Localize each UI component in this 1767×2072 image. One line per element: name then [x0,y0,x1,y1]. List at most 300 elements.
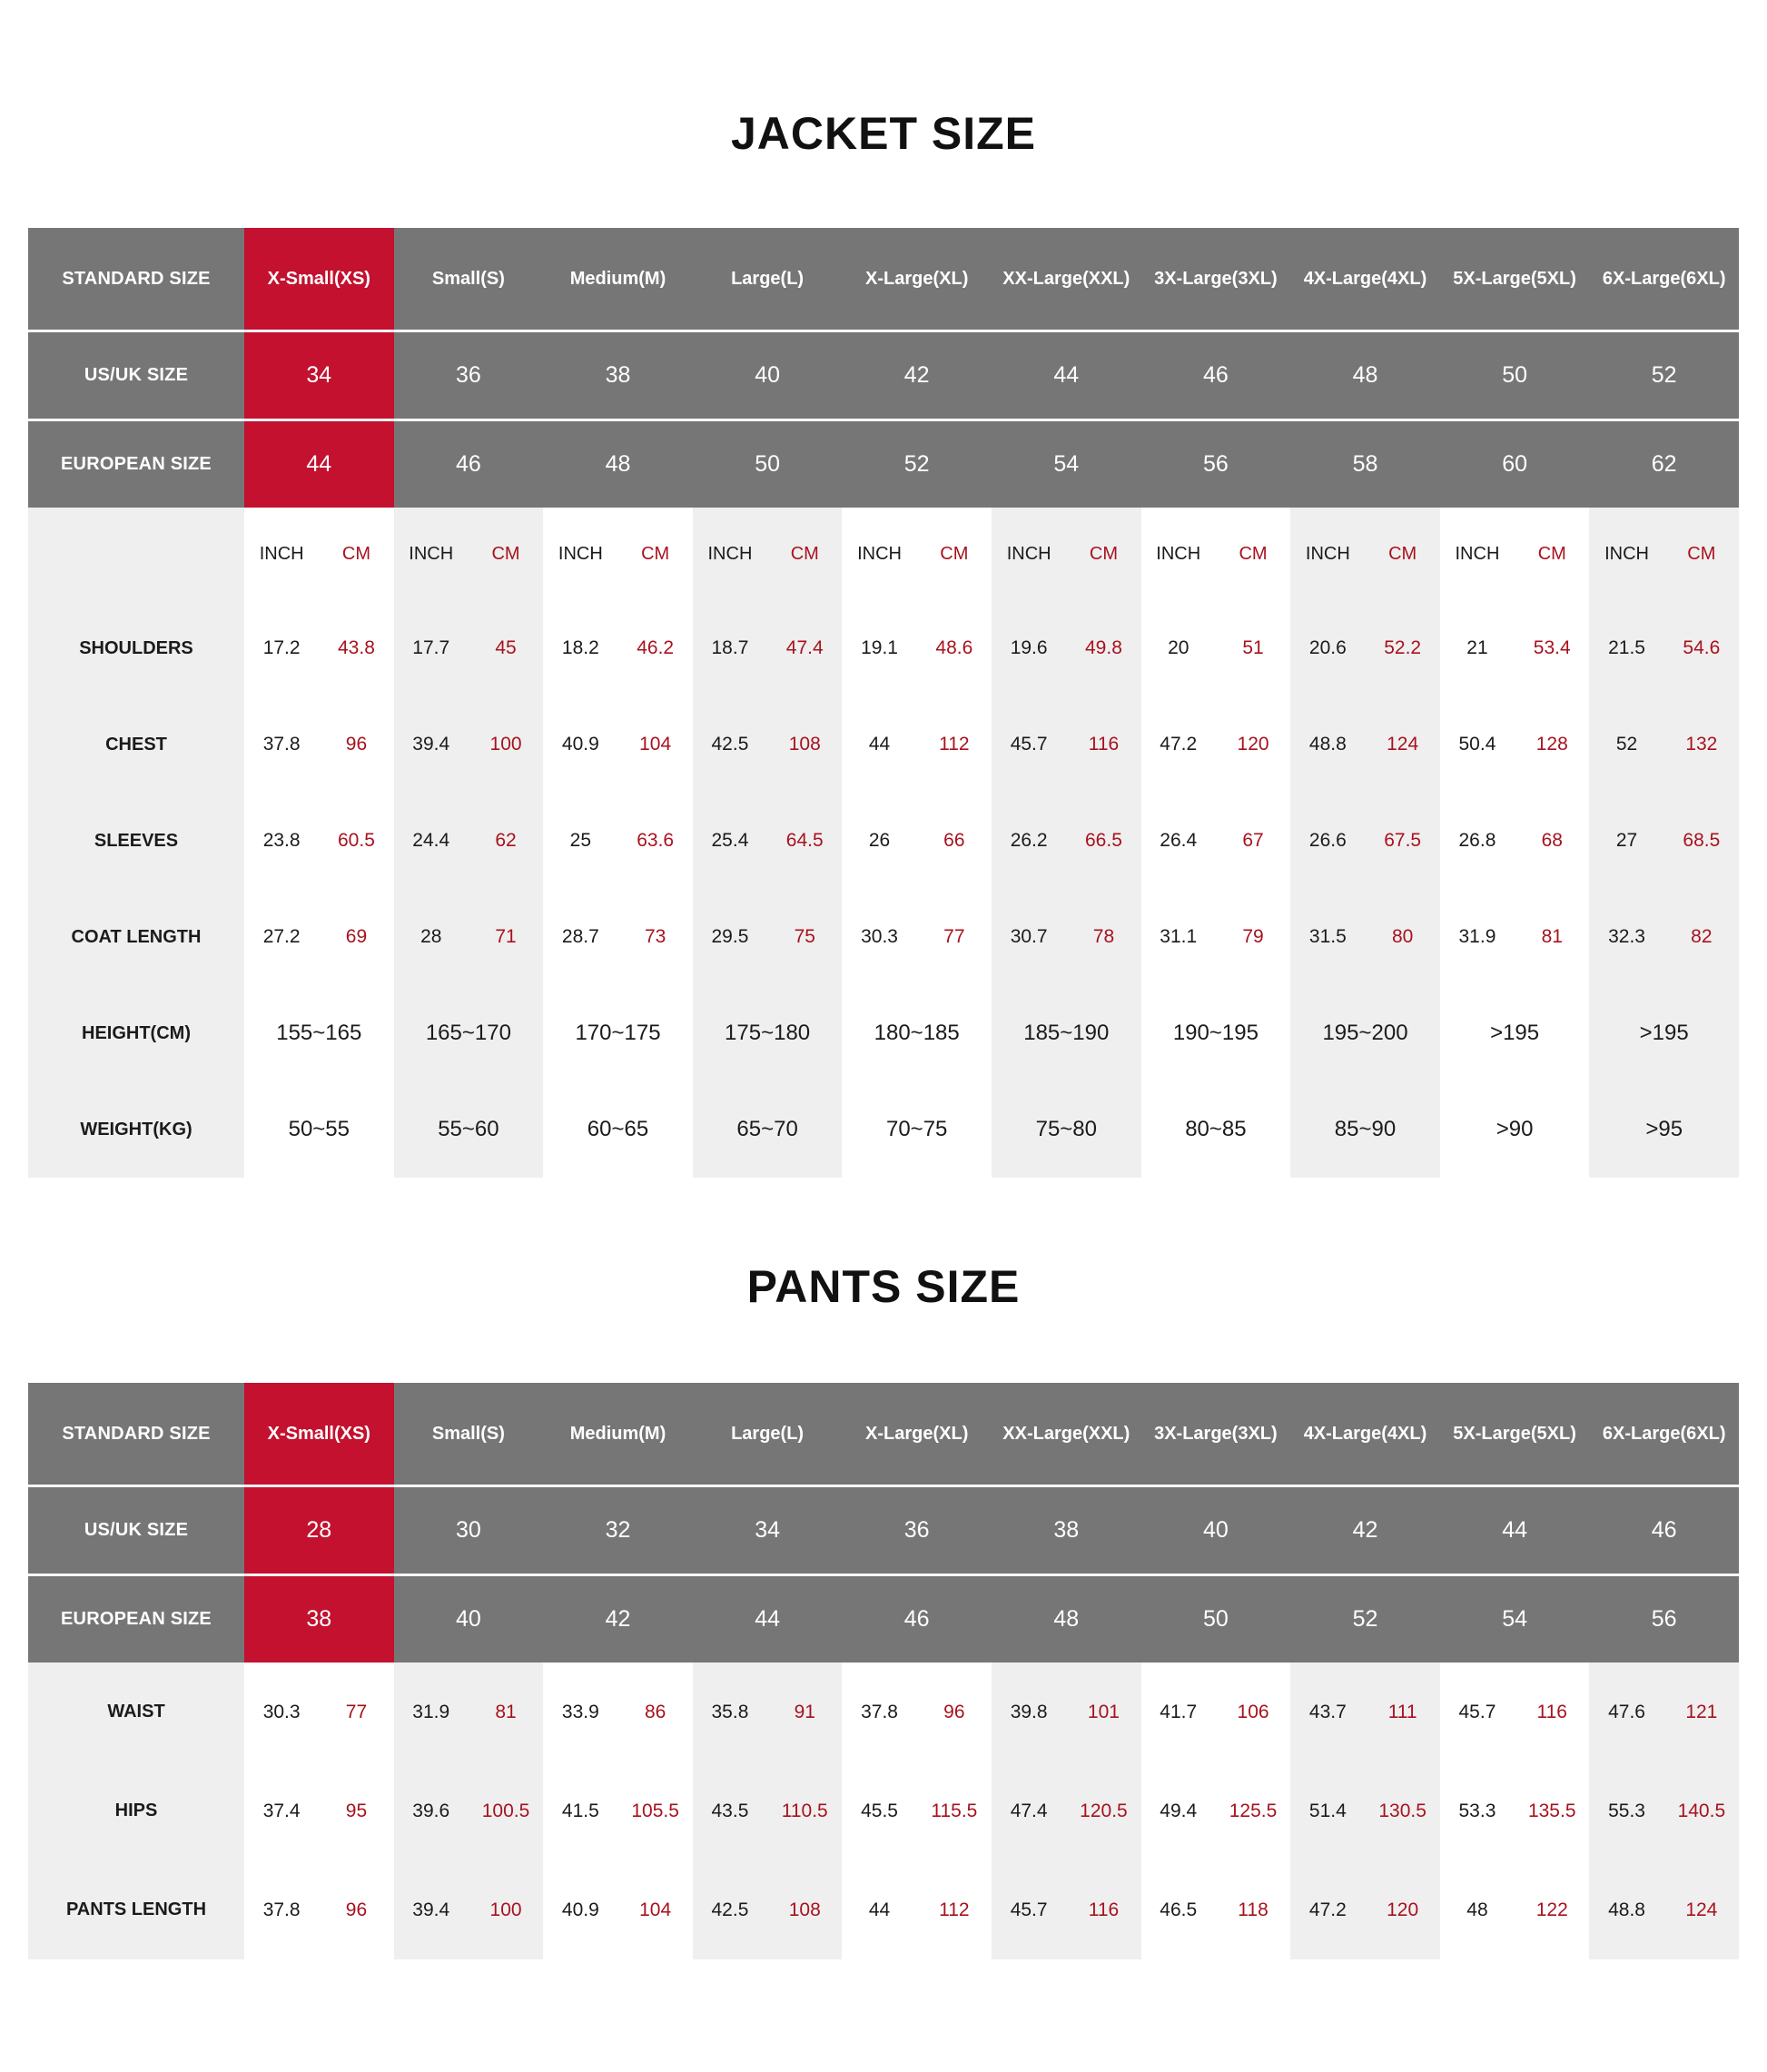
row-label-cell: HIPS [28,1761,244,1860]
measurement-cell [1440,793,1590,889]
measurement-cell [244,1761,394,1860]
cm-unit-label: CM [1388,543,1417,564]
measurement-cell [543,696,693,793]
cm-value: 68.5 [1683,830,1721,851]
inch-value: 47.4 [1010,1800,1048,1821]
inch-value: 27 [1615,830,1638,851]
us-uk-size-cell: 50 [1440,332,1590,419]
european-size-cell: 52 [1290,1576,1440,1663]
measurement-row [28,1081,1739,1178]
measurement-cell [693,1860,843,1959]
measurement-cell [1440,1761,1590,1860]
us-uk-size-row [28,1487,1739,1574]
cm-value: 43.8 [338,637,375,658]
cm-value: 122 [1535,1899,1568,1920]
header-row-label: STANDARD SIZE [28,1383,244,1485]
unit-header-cell [693,508,843,600]
measurement-cell [244,1663,394,1761]
european-size-cell: 40 [394,1576,544,1663]
european-size-cell: 48 [992,1576,1141,1663]
measurement-cell [693,793,843,889]
size-column-header: X-Large(XL) [842,1383,992,1485]
inch-value: 39.4 [412,1899,450,1920]
inch-value: 39.8 [1010,1701,1048,1722]
inch-value: 48.8 [1608,1899,1645,1920]
measurement-cell [693,696,843,793]
inch-value: 19.6 [1010,637,1048,658]
measurement-cell [1141,889,1291,985]
european-size-cell: 60 [1440,421,1590,508]
measurement-cell [244,696,394,793]
cm-value: 69 [345,926,368,947]
measurement-cell [842,600,992,696]
range-value: 70~75 [885,1117,948,1141]
cm-value: 96 [345,734,368,755]
cm-value: 100.5 [481,1800,530,1821]
measurement-cell [1440,1860,1590,1959]
cm-value: 111 [1387,1701,1417,1722]
range-value: >95 [1645,1117,1683,1141]
cm-value: 100 [489,734,522,755]
measurement-cell [693,985,843,1081]
cm-value: 64.5 [785,830,824,851]
measurement-cell [543,793,693,889]
measurement-cell [394,600,544,696]
cm-value: 112 [939,734,970,755]
cm-value: 110.5 [781,1800,828,1821]
cm-unit-label: CM [491,543,520,564]
inch-value: 37.8 [861,1701,898,1722]
measurement-cell [1290,985,1440,1081]
header-row-label: US/UK SIZE [28,1487,244,1574]
measurement-row [28,889,1739,985]
range-value: >90 [1496,1117,1534,1141]
cm-value: 135.5 [1527,1800,1576,1821]
measurement-cell [543,600,693,696]
inch-value: 53.3 [1458,1800,1496,1821]
us-uk-size-row [28,332,1739,419]
measurement-cell [244,889,394,985]
row-label-cell: COAT LENGTH [28,889,244,985]
inch-value: 43.7 [1308,1701,1347,1722]
inch-value: 48.8 [1308,734,1347,755]
european-size-cell: 52 [842,421,992,508]
range-value: 190~195 [1172,1021,1259,1045]
inch-value: 47.2 [1308,1899,1347,1920]
european-size-cell: 44 [244,421,394,508]
inch-value: 40.9 [561,734,599,755]
unit-header-cell [1589,508,1739,600]
inch-value: 55.3 [1608,1800,1645,1821]
inch-value: 37.8 [262,734,301,755]
measurement-row [28,1761,1739,1860]
measurement-cell [1141,1860,1291,1959]
measurement-cell [394,1663,544,1761]
european-size-cell: 46 [842,1576,992,1663]
range-value: >195 [1639,1021,1689,1045]
measurement-cell [992,1761,1141,1860]
cm-value: 100 [489,1899,522,1920]
size-column-header: Small(S) [394,228,544,330]
size-column-header: Large(L) [693,1383,843,1485]
cm-value: 116 [1088,1899,1120,1920]
measurement-cell [1290,696,1440,793]
measurement-cell [394,696,544,793]
inch-value: 39.4 [412,734,450,755]
size-column-header: Medium(M) [543,1383,693,1485]
cm-value: 121 [1685,1701,1718,1722]
inch-value: 25 [569,830,592,851]
cm-value: 108 [788,734,821,755]
cm-value: 71 [495,926,517,947]
measurement-cell [1589,985,1739,1081]
inch-value: 42.5 [711,734,749,755]
measurement-cell [1589,1663,1739,1761]
us-uk-size-cell: 28 [244,1487,394,1574]
measurement-row [28,600,1739,696]
size-column-header: 4X-Large(4XL) [1290,1383,1440,1485]
measurement-cell [1290,889,1440,985]
inch-value: 37.8 [262,1899,301,1920]
us-uk-size-cell: 44 [1440,1487,1590,1574]
size-column-header: 5X-Large(5XL) [1440,228,1590,330]
header-row-label: EUROPEAN SIZE [28,1576,244,1663]
cm-value: 52.2 [1384,637,1422,658]
cm-value: 115.5 [931,1800,978,1821]
inch-value: 31.9 [412,1701,450,1722]
measurement-cell [1589,600,1739,696]
measurement-cell [1141,985,1291,1081]
inch-value: 26.6 [1308,830,1347,851]
inch-unit-label: INCH [857,543,902,564]
cm-value: 48.6 [935,637,973,658]
cm-unit-label: CM [1089,543,1118,564]
measurement-cell [842,1663,992,1761]
unit-row-label-spacer [28,508,244,600]
cm-value: 62 [495,830,517,851]
inch-value: 31.5 [1308,926,1347,947]
unit-header-cell [1440,508,1590,600]
header-row-label: EUROPEAN SIZE [28,421,244,508]
inch-value: 20.6 [1308,637,1347,658]
cm-value: 67 [1242,830,1264,851]
measurement-cell [1290,1761,1440,1860]
inch-value: 31.1 [1160,926,1198,947]
european-size-cell: 56 [1141,421,1291,508]
inch-value: 17.7 [412,637,450,658]
us-uk-size-cell: 30 [394,1487,544,1574]
cm-value: 79 [1242,926,1264,947]
cm-value: 49.8 [1085,637,1122,658]
inch-unit-label: INCH [1604,543,1649,564]
cm-value: 67.5 [1384,830,1422,851]
range-value: 75~80 [1035,1117,1097,1141]
size-column-header: Large(L) [693,228,843,330]
inch-unit-label: INCH [1455,543,1500,564]
cm-value: 46.2 [637,637,675,658]
measurement-cell [842,985,992,1081]
measurement-cell [842,1860,992,1959]
inch-unit-label: INCH [1006,543,1051,564]
unit-header-cell [244,508,394,600]
european-size-cell: 46 [394,421,544,508]
inch-value: 17.2 [262,637,301,658]
measurement-cell [244,1860,394,1959]
cm-value: 96 [943,1701,965,1722]
inch-value: 26 [868,830,891,851]
european-size-row [28,421,1739,508]
cm-value: 116 [1088,734,1120,755]
measurement-cell [394,1860,544,1959]
inch-value: 40.9 [561,1899,599,1920]
measurement-cell [1290,1860,1440,1959]
measurement-cell [1440,985,1590,1081]
cm-value: 125.5 [1229,1800,1278,1821]
measurement-row [28,793,1739,889]
measurement-cell [992,889,1141,985]
row-label-cell: PANTS LENGTH [28,1860,244,1959]
cm-unit-label: CM [1687,543,1716,564]
inch-value: 41.5 [561,1800,599,1821]
measurement-cell [992,1860,1141,1959]
measurement-cell [1440,1081,1590,1178]
cm-unit-label: CM [1239,543,1268,564]
measurement-cell [842,1761,992,1860]
row-label-cell: WAIST [28,1663,244,1761]
measurement-cell [394,1761,544,1860]
unit-header-cell [394,508,544,600]
range-value: 85~90 [1334,1117,1397,1141]
inch-unit-label: INCH [1305,543,1350,564]
size-column-header: Small(S) [394,1383,544,1485]
measurement-cell [1141,600,1291,696]
range-value: 165~170 [425,1021,511,1045]
range-value: >195 [1490,1021,1540,1045]
measurement-row [28,1860,1739,1959]
inch-value: 45.7 [1458,1701,1496,1722]
cm-value: 128 [1535,734,1568,755]
us-uk-size-cell: 36 [842,1487,992,1574]
european-size-cell: 50 [693,421,843,508]
cm-value: 82 [1691,926,1713,947]
cm-value: 116 [1536,1701,1567,1722]
measurement-cell [992,793,1141,889]
inch-value: 24.4 [412,830,450,851]
inch-value: 44 [868,1899,891,1920]
jacket-size-table [28,228,1739,1178]
range-value: 170~175 [575,1021,661,1045]
european-size-row [28,1576,1739,1663]
measurement-cell [1141,1663,1291,1761]
inch-value: 21 [1466,637,1488,658]
range-value: 50~55 [288,1117,350,1141]
inch-unit-label: INCH [707,543,753,564]
inch-value: 41.7 [1160,1701,1198,1722]
row-label-cell: HEIGHT(CM) [28,985,244,1081]
measurement-cell [244,793,394,889]
measurement-cell [394,793,544,889]
us-uk-size-cell: 34 [693,1487,843,1574]
european-size-cell: 54 [1440,1576,1590,1663]
measurement-cell [1589,889,1739,985]
cm-value: 53.4 [1533,637,1571,658]
us-uk-size-cell: 34 [244,332,394,419]
measurement-cell [244,985,394,1081]
cm-value: 105.5 [631,1800,679,1821]
inch-value: 49.4 [1160,1800,1198,1821]
cm-value: 81 [495,1701,517,1722]
us-uk-size-cell: 36 [394,332,544,419]
cm-value: 120 [1237,734,1269,755]
cm-unit-label: CM [641,543,670,564]
measurement-cell [1141,793,1291,889]
measurement-cell [842,793,992,889]
inch-value: 43.5 [711,1800,749,1821]
inch-unit-label: INCH [1156,543,1201,564]
cm-value: 140.5 [1677,1800,1726,1821]
inch-value: 45.7 [1010,734,1048,755]
inch-value: 47.6 [1608,1701,1645,1722]
cm-unit-label: CM [341,543,370,564]
unit-header-cell [1290,508,1440,600]
unit-header-cell [992,508,1141,600]
measurement-row [28,1663,1739,1761]
cm-value: 78 [1092,926,1115,947]
inch-value: 39.6 [412,1800,450,1821]
european-size-cell: 50 [1141,1576,1291,1663]
inch-unit-label: INCH [558,543,603,564]
cm-value: 75 [794,926,815,947]
row-label-cell: WEIGHT(KG) [28,1081,244,1178]
cm-value: 91 [794,1701,815,1722]
cm-value: 108 [788,1899,821,1920]
row-label-cell: CHEST [28,696,244,793]
cm-value: 101 [1087,1701,1120,1722]
cm-value: 45 [495,637,517,658]
measurement-cell [543,1663,693,1761]
measurement-row [28,985,1739,1081]
measurement-cell [693,600,843,696]
size-column-header: XX-Large(XXL) [992,1383,1141,1485]
cm-value: 51 [1242,637,1264,658]
unit-header-row [28,508,1739,600]
us-uk-size-cell: 44 [992,332,1141,419]
measurement-cell [1589,1081,1739,1178]
measurement-cell [1290,1081,1440,1178]
measurement-cell [693,1663,843,1761]
measurement-cell [1141,1761,1291,1860]
pants-size-table [28,1383,1739,1959]
inch-value: 28.7 [561,926,599,947]
cm-value: 124 [1387,734,1419,755]
european-size-cell: 56 [1589,1576,1739,1663]
inch-value: 30.7 [1010,926,1048,947]
measurement-cell [1290,793,1440,889]
us-uk-size-cell: 52 [1589,332,1739,419]
range-value: 195~200 [1322,1021,1408,1045]
inch-value: 25.4 [711,830,749,851]
european-size-cell: 62 [1589,421,1739,508]
measurement-cell [543,985,693,1081]
inch-value: 26.2 [1010,830,1048,851]
size-column-header: 6X-Large(6XL) [1589,1383,1739,1485]
row-label-cell: SLEEVES [28,793,244,889]
unit-header-cell [842,508,992,600]
us-uk-size-cell: 32 [543,1487,693,1574]
size-column-header: Medium(M) [543,228,693,330]
range-value: 155~165 [276,1021,362,1045]
cm-value: 47.4 [785,637,824,658]
cm-value: 95 [345,1800,368,1821]
cm-value: 120 [1387,1899,1419,1920]
european-size-cell: 38 [244,1576,394,1663]
cm-value: 104 [639,734,672,755]
unit-header-cell [1141,508,1291,600]
measurement-cell [1440,696,1590,793]
cm-value: 112 [939,1899,970,1920]
inch-value: 50.4 [1458,734,1496,755]
inch-value: 31.9 [1458,926,1496,947]
measurement-cell [543,889,693,985]
range-value: 185~190 [1023,1021,1110,1045]
measurement-cell [1589,696,1739,793]
size-column-header: 3X-Large(3XL) [1141,228,1291,330]
measurement-cell [1290,600,1440,696]
cm-unit-label: CM [1537,543,1566,564]
cm-value: 60.5 [338,830,375,851]
inch-value: 45.5 [861,1800,898,1821]
measurement-row [28,696,1739,793]
measurement-cell [693,1081,843,1178]
cm-unit-label: CM [790,543,819,564]
measurement-cell [394,889,544,985]
measurement-cell [992,600,1141,696]
range-value: 180~185 [874,1021,960,1045]
inch-unit-label: INCH [259,543,304,564]
cm-value: 120.5 [1080,1800,1128,1821]
inch-value: 33.9 [561,1701,599,1722]
measurement-cell [693,1761,843,1860]
measurement-cell [842,1081,992,1178]
size-column-header: 5X-Large(5XL) [1440,1383,1590,1485]
us-uk-size-cell: 48 [1290,332,1440,419]
size-column-header: X-Small(XS) [244,1383,394,1485]
inch-value: 52 [1615,734,1638,755]
cm-unit-label: CM [940,543,969,564]
range-value: 55~60 [438,1117,499,1141]
measurement-cell [992,985,1141,1081]
us-uk-size-cell: 46 [1141,332,1291,419]
inch-unit-label: INCH [409,543,454,564]
size-column-header: 6X-Large(6XL) [1589,228,1739,330]
measurement-cell [543,1860,693,1959]
us-uk-size-cell: 40 [1141,1487,1291,1574]
header-row-label: STANDARD SIZE [28,228,244,330]
european-size-cell: 44 [693,1576,843,1663]
measurement-cell [1290,1663,1440,1761]
inch-value: 18.7 [711,637,749,658]
us-uk-size-cell: 46 [1589,1487,1739,1574]
cm-value: 86 [644,1701,666,1722]
pants-size-title: PANTS SIZE [746,1261,1021,1312]
cm-value: 66 [943,830,965,851]
size-column-header: 4X-Large(4XL) [1290,228,1440,330]
measurement-cell [992,696,1141,793]
european-size-cell: 48 [543,421,693,508]
inch-value: 18.2 [561,637,599,658]
standard-size-row [28,1383,1739,1485]
inch-value: 30.3 [861,926,898,947]
